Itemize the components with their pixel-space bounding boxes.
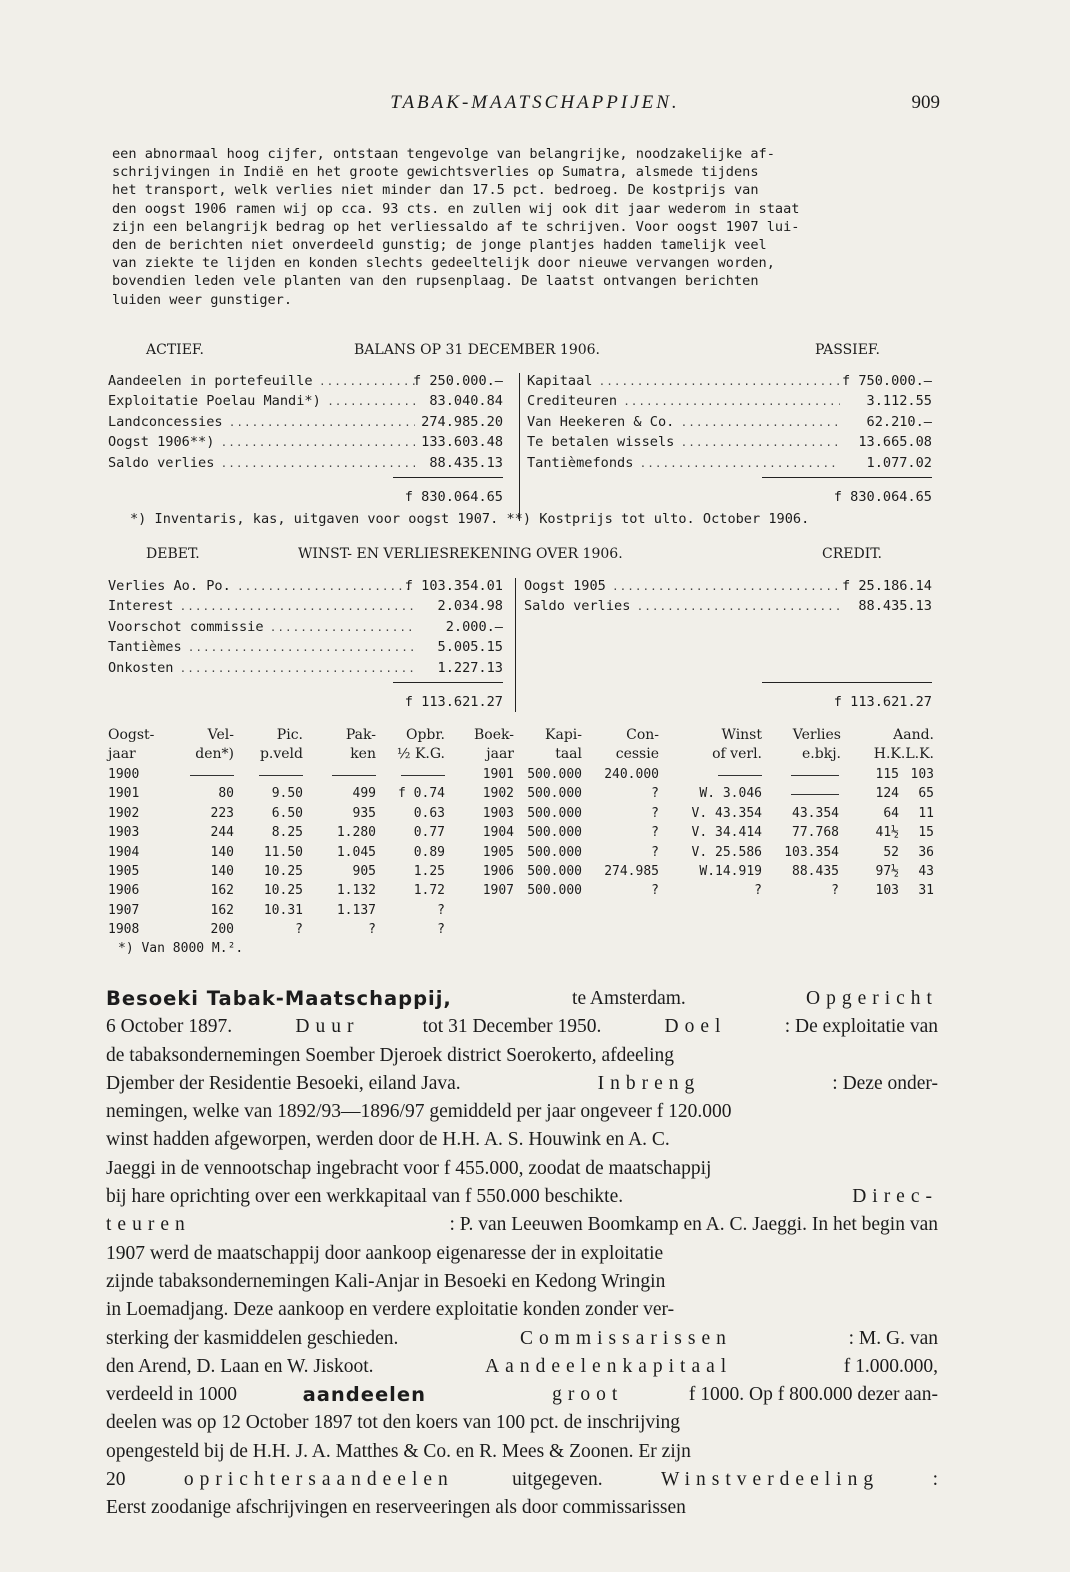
column-header-line: ken bbox=[350, 746, 376, 762]
table-cell: 140 bbox=[210, 844, 234, 860]
table-cell: 31 bbox=[918, 883, 934, 899]
text-segment: nemingen, welke van 1892/93—1896/97 gemiddeld per jaar ongeveer f 120.000 bbox=[106, 1101, 732, 1123]
total-rule-left bbox=[393, 682, 503, 683]
table-cell: 124 bbox=[875, 786, 899, 802]
production-row bbox=[108, 901, 938, 920]
table-cell: 162 bbox=[210, 902, 234, 918]
column-header-line: Con- bbox=[626, 727, 659, 743]
spaced-keyword: Opgericht bbox=[806, 988, 938, 1009]
table-cell: 500.000 bbox=[527, 864, 582, 879]
table-cell: 935 bbox=[352, 805, 376, 821]
row-label: Tantièmes bbox=[108, 639, 182, 656]
table-cell: V. 34.414 bbox=[691, 825, 762, 841]
column-divider bbox=[519, 373, 520, 521]
intro-line: den oogst 1906 ramen wij op cca. 93 cts. en zullen wij ook dit jaar wederom in staat bbox=[112, 200, 800, 217]
column-header-line: taal bbox=[555, 746, 582, 762]
account-row-right bbox=[0, 391, 1070, 411]
table-cell: f 0.74 bbox=[398, 786, 445, 802]
balans-passief-heading: PASSIEF. bbox=[815, 342, 880, 358]
table-cell: 0.77 bbox=[413, 825, 445, 841]
text-segment bbox=[487, 1381, 492, 1409]
text-line bbox=[106, 985, 938, 1013]
table-cell: 244 bbox=[210, 825, 234, 841]
intro-line: schrijvingen in Indië en het groote gewichtsverlies op Sumatra, alsmede tijdens bbox=[112, 164, 759, 181]
production-row bbox=[108, 881, 938, 900]
leader-dots bbox=[681, 432, 840, 453]
production-row bbox=[108, 843, 938, 862]
row-value: 1.227.13 bbox=[437, 659, 503, 676]
table-cell: V. 43.354 bbox=[691, 805, 762, 821]
text-line bbox=[106, 1211, 938, 1239]
table-cell: 1901 bbox=[108, 786, 140, 802]
table-cell: 65 bbox=[918, 786, 934, 802]
running-header-title: TABAK-MAATSCHAPPIJEN. bbox=[390, 92, 680, 113]
text-segment: Eerst zoodanige afschrijvingen en reserveeringen als door commissarissen bbox=[106, 1497, 686, 1519]
column-header bbox=[712, 726, 762, 764]
column-header-line: ½ K.G. bbox=[396, 746, 445, 762]
row-value: 3.112.55 bbox=[866, 393, 932, 410]
table-cell: 1901 bbox=[482, 767, 514, 782]
row-value: 62.210.— bbox=[866, 413, 932, 430]
text-segment: bij hare oprichting over een werkkapitaal van f 550.000 beschikte. bbox=[106, 1186, 628, 1208]
total-rule-right bbox=[762, 477, 932, 478]
row-value: 2.034.98 bbox=[437, 598, 503, 615]
production-row bbox=[108, 784, 938, 803]
column-header-line: Pak- bbox=[345, 727, 376, 743]
bold-keyword: aandeelen bbox=[302, 1383, 426, 1407]
total-right: f 830.064.65 bbox=[833, 489, 932, 505]
column-header bbox=[260, 726, 303, 764]
account-row-left bbox=[0, 637, 1070, 657]
intro-line: een abnormaal hoog cijfer, ontstaan tengevolge van belangrijke, noodzakelijke af- bbox=[112, 146, 775, 162]
table-cell: ? bbox=[651, 825, 659, 841]
spaced-keyword: Duur bbox=[295, 1016, 360, 1038]
text-segment: deelen was op 12 October 1897 tot den koers van 100 pct. de inschrijving bbox=[106, 1412, 681, 1434]
intro-line: den de berichten niet onverdeeld gunstig; de jonge plantjes hadden tamelijk veel bbox=[112, 237, 767, 254]
production-row bbox=[108, 920, 938, 939]
row-label: Saldo verlies bbox=[108, 454, 215, 471]
table-cell: 499 bbox=[352, 786, 376, 802]
row-label: Oogst 1906**) bbox=[108, 434, 215, 451]
table-cell: 500.000 bbox=[527, 883, 582, 899]
row-value: 274.985.20 bbox=[421, 413, 503, 430]
account-row-right bbox=[0, 453, 1070, 473]
table-cell: 8.25 bbox=[271, 825, 303, 841]
intro-line: luiden weer gunstiger. bbox=[112, 291, 293, 308]
production-row bbox=[108, 804, 938, 823]
column-header-line: jaar bbox=[108, 746, 136, 762]
spaced-keyword: oprichtersaandeelen bbox=[183, 1469, 454, 1491]
table-cell: 140 bbox=[210, 864, 234, 879]
table-cell: 52 bbox=[883, 844, 899, 860]
column-header bbox=[793, 726, 841, 764]
column-header bbox=[874, 726, 934, 764]
empty-dash bbox=[259, 775, 303, 776]
row-value: 13.665.08 bbox=[858, 434, 932, 451]
table-cell: ? bbox=[651, 883, 659, 899]
column-header-line: jaar bbox=[486, 746, 514, 762]
row-value: f 103.354.01 bbox=[404, 578, 503, 594]
spaced-keyword: Doel bbox=[664, 1016, 727, 1038]
intro-line: zijn een belangrijk bedrag op het verliessaldo af te schrijven. Voor oogst 1907 lui- bbox=[112, 218, 800, 235]
row-value: 1.077.02 bbox=[866, 454, 932, 471]
table-cell: 240.000 bbox=[604, 767, 659, 782]
row-label: Exploitatie Poelau Mandi*) bbox=[108, 393, 321, 410]
winst-title: WINST- EN VERLIESREKENING OVER 1906. bbox=[298, 546, 623, 562]
column-header bbox=[545, 726, 582, 764]
table-cell: 1.25 bbox=[413, 864, 445, 879]
table-cell: 1.72 bbox=[413, 883, 445, 899]
table-cell: 103 bbox=[875, 883, 899, 899]
text-line bbox=[106, 1070, 938, 1098]
text-line bbox=[106, 1381, 938, 1409]
intro-line: het transport, welk verlies niet minder dan 17.5 pct. bedroeg. De kostprijs van bbox=[112, 182, 759, 199]
row-value: 5.005.15 bbox=[437, 639, 503, 656]
row-value: 2.000.— bbox=[445, 618, 503, 635]
row-label: Te betalen wissels bbox=[527, 434, 675, 451]
table-cell: 1.280 bbox=[336, 825, 376, 841]
empty-dash bbox=[332, 775, 376, 776]
table-cell: 223 bbox=[210, 805, 234, 821]
text-line bbox=[106, 1325, 938, 1353]
column-header-line: of verl. bbox=[712, 746, 762, 762]
table-cell: 274.985 bbox=[604, 864, 659, 879]
page-number: 909 bbox=[911, 92, 940, 113]
column-header-line: Opbr. bbox=[405, 727, 445, 743]
column-header bbox=[108, 726, 154, 764]
row-value: 88.435.13 bbox=[858, 598, 932, 615]
column-header-line: den*) bbox=[195, 746, 234, 762]
balans-footnote: *) Inventaris, kas, uitgaven voor oogst 1907. **) Kostprijs tot ulto. October 1906. bbox=[130, 511, 810, 527]
text-line bbox=[106, 1409, 938, 1437]
leader-dots bbox=[180, 658, 415, 679]
column-header-line: Kapi- bbox=[545, 727, 582, 743]
row-label: Verlies Ao. Po. bbox=[108, 578, 231, 594]
row-label: Voorschot commissie bbox=[108, 618, 264, 635]
table-cell: ? bbox=[437, 902, 445, 918]
text-segment: : De exploitatie van bbox=[784, 1016, 938, 1038]
text-segment: zijnde tabaksondernemingen Kali-Anjar in Besoeki en Kedong Wringin bbox=[106, 1270, 666, 1292]
table-cell: W. 3.046 bbox=[699, 786, 762, 802]
table-cell: 1907 bbox=[482, 883, 514, 899]
text-segment: opengesteld bij de H.H. J. A. Matthes & Co. en R. Mees & Zoonen. Er zijn bbox=[106, 1440, 691, 1462]
spaced-keyword: teuren bbox=[106, 1214, 191, 1236]
empty-dash bbox=[718, 775, 762, 776]
column-header bbox=[397, 726, 445, 764]
row-value: f 25.186.14 bbox=[841, 578, 932, 594]
row-label: Van Heekeren & Co. bbox=[527, 413, 675, 430]
column-header-line: p.veld bbox=[259, 746, 303, 762]
company-name: Besoeki Tabak-Maatschappij, bbox=[106, 987, 452, 1010]
text-segment: uitgegeven. bbox=[507, 1469, 608, 1491]
table-cell: 1905 bbox=[482, 844, 514, 860]
table-cell: 1902 bbox=[482, 786, 514, 802]
leader-dots bbox=[270, 617, 415, 638]
table-cell: 115 bbox=[875, 767, 899, 782]
total-rule-right bbox=[762, 682, 932, 683]
row-label: Aandeelen in portefeuille bbox=[108, 373, 313, 389]
leader-dots bbox=[599, 371, 840, 392]
table-cell: 6.50 bbox=[271, 805, 303, 821]
text-line bbox=[106, 1438, 938, 1466]
text-segment: : M. G. van bbox=[848, 1327, 938, 1349]
text-line bbox=[106, 1466, 938, 1494]
table-cell: 1907 bbox=[108, 902, 140, 918]
text-segment: Djember der Residentie Besoeki, eiland Java. bbox=[106, 1072, 466, 1094]
table-cell: 1905 bbox=[108, 864, 140, 879]
table-cell: 1902 bbox=[108, 805, 140, 821]
text-segment: in Loemadjang. Deze aankoop en verdere exploitatie konden zonder ver- bbox=[106, 1299, 675, 1321]
table-cell: 1906 bbox=[482, 864, 514, 879]
text-line bbox=[106, 1240, 938, 1268]
text-segment: den Arend, D. Laan en W. Jiskoot. bbox=[106, 1355, 379, 1377]
row-value: 88.435.13 bbox=[429, 454, 503, 471]
row-label: Landconcessies bbox=[108, 413, 223, 430]
table-cell: V. 25.586 bbox=[691, 844, 762, 860]
table-cell: 103.354 bbox=[784, 844, 839, 860]
row-value: f 750.000.— bbox=[841, 373, 932, 389]
empty-dash bbox=[401, 775, 445, 776]
text-segment: tot 31 December 1950. bbox=[417, 1016, 607, 1038]
table-cell: 1900 bbox=[108, 767, 140, 782]
balans-actief-heading: ACTIEF. bbox=[146, 342, 204, 358]
table-cell: ? bbox=[651, 844, 659, 860]
total-left: f 113.621.27 bbox=[404, 694, 503, 710]
column-header-line: H.K.L.K. bbox=[873, 746, 934, 762]
leader-dots bbox=[623, 391, 840, 412]
text-segment: f 1000. Op f 800.000 dezer aan- bbox=[684, 1384, 938, 1406]
account-row-left bbox=[0, 658, 1070, 678]
total-right: f 113.621.27 bbox=[833, 694, 932, 710]
winst-credit-heading: CREDIT. bbox=[822, 546, 882, 562]
table-cell: 500.000 bbox=[527, 767, 582, 782]
account-row-right bbox=[0, 432, 1070, 452]
empty-dash bbox=[791, 794, 839, 795]
table-cell: 10.25 bbox=[263, 864, 303, 879]
table-cell: 80 bbox=[218, 786, 234, 802]
column-header bbox=[195, 726, 234, 764]
text-line bbox=[106, 1494, 938, 1522]
row-value: 83.040.84 bbox=[429, 393, 503, 410]
text-line bbox=[106, 1183, 938, 1211]
leader-dots bbox=[640, 453, 840, 474]
table-cell: 43 bbox=[918, 864, 934, 879]
table-cell: ? bbox=[437, 922, 445, 938]
table-cell: 1.132 bbox=[336, 883, 376, 899]
row-label: Oogst 1905 bbox=[524, 578, 606, 594]
text-segment: winst hadden afgeworpen, werden door de H.H. A. S. Houwink en A. C. bbox=[106, 1129, 670, 1151]
total-rule-left bbox=[393, 477, 503, 478]
text-segment: te Amsterdam. bbox=[567, 988, 691, 1009]
text-line bbox=[106, 1098, 938, 1126]
production-row bbox=[108, 862, 938, 881]
text-segment: verdeeld in 1000 bbox=[106, 1384, 242, 1406]
spaced-keyword: Direc- bbox=[852, 1186, 938, 1208]
table-cell: 11 bbox=[918, 805, 934, 821]
text-segment: : P. van Leeuwen Boomkamp en A. C. Jaeggi. In het begin van bbox=[449, 1214, 938, 1236]
row-label: Interest bbox=[108, 598, 174, 615]
table-cell: ? bbox=[295, 922, 303, 938]
row-label: Onkosten bbox=[108, 659, 174, 676]
table-cell: W.14.919 bbox=[699, 864, 762, 879]
table-cell: 36 bbox=[918, 844, 934, 860]
text-line bbox=[106, 1042, 938, 1070]
spaced-keyword: Inbreng bbox=[597, 1072, 701, 1094]
table-cell: 905 bbox=[352, 864, 376, 879]
account-row-right bbox=[0, 576, 1070, 596]
table-cell: 43.354 bbox=[792, 805, 839, 821]
text-segment: : bbox=[932, 1469, 938, 1491]
table-cell: 11.50 bbox=[263, 844, 303, 860]
table-cell: ? bbox=[651, 805, 659, 821]
text-line bbox=[106, 1268, 938, 1296]
text-segment: Jaeggi in de vennootschap ingebracht voor f 455.000, zoodat de maatschappij bbox=[106, 1157, 712, 1179]
table-cell: 15 bbox=[918, 825, 934, 841]
column-header-line: e.bkj. bbox=[802, 746, 841, 762]
text-line bbox=[106, 1013, 938, 1041]
text-line bbox=[106, 1126, 938, 1154]
row-label: Crediteuren bbox=[527, 393, 618, 410]
spaced-keyword: groot bbox=[552, 1384, 624, 1406]
row-label: Saldo verlies bbox=[524, 598, 631, 615]
text-segment: 20 bbox=[106, 1469, 131, 1491]
table-cell: 162 bbox=[210, 883, 234, 899]
text-segment: 6 October 1897. bbox=[106, 1016, 238, 1038]
text-line bbox=[106, 1353, 938, 1381]
table-cell: 1906 bbox=[108, 883, 140, 899]
winst-debet-heading: DEBET. bbox=[146, 546, 200, 562]
table-cell: 500.000 bbox=[527, 805, 582, 821]
column-header-line: Aand. bbox=[893, 727, 934, 743]
row-label: Tantièmefonds bbox=[527, 454, 634, 471]
column-header-line: Winst bbox=[721, 727, 762, 743]
account-row-right bbox=[0, 371, 1070, 391]
column-header-line: Pic. bbox=[276, 727, 303, 743]
row-value: f 250.000.— bbox=[412, 373, 503, 389]
leader-dots bbox=[637, 596, 840, 617]
table-cell: 1903 bbox=[108, 825, 140, 841]
intro-line: bovendien leden vele planten van den rupsenplaag. De laatst ontvangen berichten bbox=[112, 273, 759, 290]
table-cell: 1.045 bbox=[336, 844, 376, 860]
column-header-line: Oogst- bbox=[108, 727, 155, 743]
table-cell: 64 bbox=[883, 805, 899, 821]
table-cell: ? bbox=[368, 922, 376, 938]
column-divider bbox=[515, 578, 516, 712]
table-cell: 200 bbox=[210, 922, 234, 938]
table-cell: 10.31 bbox=[263, 902, 303, 918]
production-footnote: *) Van 8000 M.². bbox=[118, 940, 244, 956]
intro-line: van ziekte te lijden en konden slechts gedeeltelijk door nieuwe vervangen worden, bbox=[112, 255, 775, 272]
leader-dots bbox=[612, 576, 840, 597]
spaced-keyword: Winstverdeeling bbox=[660, 1469, 880, 1491]
table-cell: 1.137 bbox=[336, 902, 376, 918]
empty-dash bbox=[791, 775, 839, 776]
text-line bbox=[106, 1155, 938, 1183]
table-cell: 1904 bbox=[482, 825, 514, 841]
table-cell: 1908 bbox=[108, 922, 140, 938]
table-cell: 97½ bbox=[875, 864, 899, 879]
table-cell: 1903 bbox=[482, 805, 514, 821]
table-cell: ? bbox=[754, 883, 762, 899]
table-cell: 500.000 bbox=[527, 844, 582, 860]
spaced-keyword: Commissarissen bbox=[520, 1327, 732, 1349]
column-header-line: cessie bbox=[615, 746, 659, 762]
text-segment: : Deze onder- bbox=[832, 1072, 938, 1094]
text-segment: sterking der kasmiddelen geschieden. bbox=[106, 1327, 404, 1349]
company-description bbox=[106, 985, 938, 1523]
total-left: f 830.064.65 bbox=[404, 489, 503, 505]
spaced-keyword: Aandeelenkapitaal bbox=[485, 1355, 733, 1377]
column-header-line: Verlies bbox=[792, 727, 841, 743]
text-segment: de tabaksondernemingen Soember Djeroek district Soerokerto, afdeeling bbox=[106, 1044, 675, 1066]
table-cell: 500.000 bbox=[527, 786, 582, 802]
balans-title: BALANS OP 31 DECEMBER 1906. bbox=[354, 342, 600, 358]
production-row bbox=[108, 765, 938, 784]
row-value: 133.603.48 bbox=[421, 434, 503, 451]
text-segment: 1907 werd de maatschappij door aankoop eigenaresse der in exploitatie bbox=[106, 1242, 664, 1264]
table-cell: 1904 bbox=[108, 844, 140, 860]
empty-dash bbox=[190, 775, 234, 776]
table-cell: 10.25 bbox=[263, 883, 303, 899]
column-header bbox=[474, 726, 514, 764]
table-cell: 9.50 bbox=[271, 786, 303, 802]
column-header-line: Boek- bbox=[474, 727, 514, 743]
column-header-line: Vel- bbox=[207, 727, 234, 743]
account-row-right bbox=[0, 412, 1070, 432]
table-cell: 77.768 bbox=[792, 825, 839, 841]
row-label: Kapitaal bbox=[527, 373, 593, 389]
table-cell: 500.000 bbox=[527, 825, 582, 841]
leader-dots bbox=[188, 637, 415, 658]
text-segment: f 1.000.000, bbox=[838, 1355, 938, 1377]
account-row-left bbox=[0, 617, 1070, 637]
text-line bbox=[106, 1296, 938, 1324]
table-cell: 0.63 bbox=[413, 805, 445, 821]
table-cell: 103 bbox=[910, 767, 934, 782]
column-header bbox=[616, 726, 659, 764]
table-cell: 0.89 bbox=[413, 844, 445, 860]
column-header bbox=[346, 726, 376, 764]
table-cell: ? bbox=[651, 786, 659, 802]
production-row bbox=[108, 823, 938, 842]
table-cell: 88.435 bbox=[792, 864, 839, 879]
table-cell: 41½ bbox=[875, 825, 899, 841]
table-cell: ? bbox=[831, 883, 839, 899]
leader-dots bbox=[681, 412, 840, 433]
intro-paragraph bbox=[112, 145, 942, 309]
account-row-right bbox=[0, 596, 1070, 616]
